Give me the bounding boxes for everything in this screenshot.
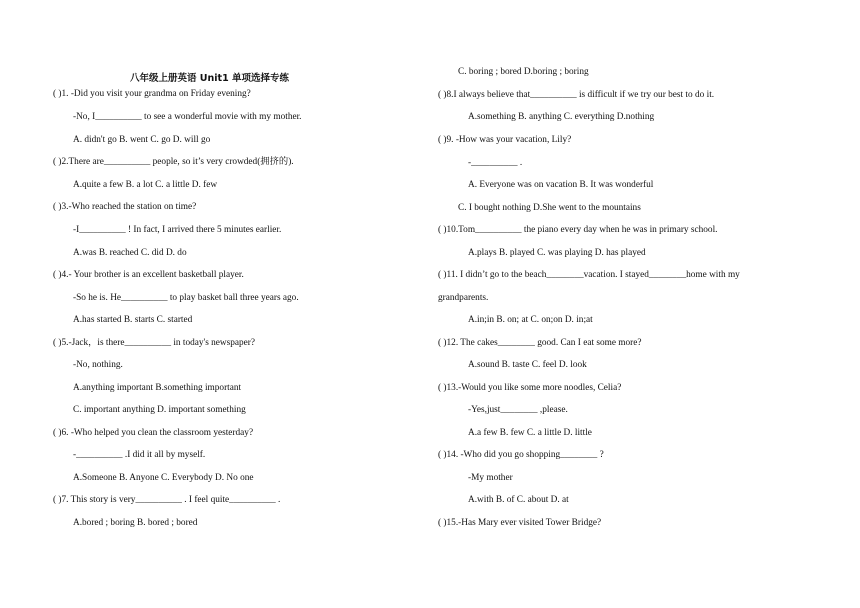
left-line-3: A. didn't go B. went C. go D. will go	[73, 135, 211, 145]
right-line-14: A.sound B. taste C. feel D. look	[468, 360, 587, 370]
right-line-19: -My mother	[468, 473, 513, 483]
left-line-6: ( )3.-Who reached the station on time?	[53, 202, 197, 212]
right-line-2: ( )8.I always believe that__________ is difficult if we try our best to do it.	[438, 90, 715, 100]
left-line-16: ( )6. -Who helped you clean the classroom yesterday?	[53, 428, 254, 438]
left-line-2: -No, I__________ to see a wonderful movie with my mother.	[73, 112, 302, 122]
left-line-19: ( )7. This story is very__________ . I feel quite__________ .	[53, 495, 281, 505]
right-line-12: A.in;in B. on; at C. on;on D. in;at	[468, 315, 593, 325]
left-line-7: -I__________ ! In fact, I arrived there 5 minutes earlier.	[73, 225, 282, 235]
right-line-13: ( )12. The cakes________ good. Can I eat some more?	[438, 338, 642, 348]
left-line-12: ( )5.-Jack，is there__________ in today's newspaper?	[53, 338, 256, 348]
left-line-4: ( )2.There are__________ people, so it’s very crowded(拥挤的).	[53, 157, 294, 167]
left-line-9: ( )4.- Your brother is an excellent basketball player.	[53, 270, 244, 280]
right-line-11: grandparents.	[438, 293, 489, 303]
right-line-5: -__________ .	[468, 158, 523, 168]
right-line-18: ( )14. -Who did you go shopping________ ?	[438, 450, 604, 460]
right-line-8: ( )10.Tom__________ the piano every day when he was in primary school.	[438, 225, 718, 235]
left-line-13: -No, nothing.	[73, 360, 123, 370]
left-line-18: A.Someone B. Anyone C. Everybody D. No one	[73, 473, 254, 483]
right-line-6: A. Everyone was on vacation B. It was wonderful	[468, 180, 654, 190]
right-line-15: ( )13.-Would you like some more noodles, Celia?	[438, 383, 622, 393]
left-line-15: C. important anything D. important something	[73, 405, 246, 415]
worksheet-title: 八年级上册英语 Unit1 单项选择专练	[130, 73, 290, 84]
left-line-20: A.bored ; boring B. bored ; bored	[73, 518, 198, 528]
right-line-1: C. boring ; bored D.boring ; boring	[458, 67, 589, 77]
right-line-20: A.with B. of C. about D. at	[468, 495, 569, 505]
left-line-17: -__________ .I did it all by myself.	[73, 450, 206, 460]
right-line-9: A.plays B. played C. was playing D. has played	[468, 248, 646, 258]
left-line-11: A.has started B. starts C. started	[73, 315, 193, 325]
right-line-3: A.something B. anything C. everything D.nothing	[468, 112, 655, 122]
right-line-17: A.a few B. few C. a little D. little	[468, 428, 592, 438]
left-line-5: A.quite a few B. a lot C. a little D. few	[73, 180, 218, 190]
left-line-8: A.was B. reached C. did D. do	[73, 248, 187, 258]
left-line-1: ( )1. -Did you visit your grandma on Friday evening?	[53, 89, 251, 99]
right-line-21: ( )15.-Has Mary ever visited Tower Bridge?	[438, 518, 602, 528]
right-line-10: ( )11. I didn’t go to the beach________vacation. I stayed________home with my	[438, 270, 740, 280]
right-line-7: C. I bought nothing D.She went to the mountains	[458, 203, 641, 213]
right-line-16: -Yes,just________ ,please.	[468, 405, 568, 415]
left-line-10: -So he is. He__________ to play basket ball three years ago.	[73, 293, 299, 303]
left-line-14: A.anything important B.something important	[73, 383, 242, 393]
right-line-4: ( )9. -How was your vacation, Lily?	[438, 135, 572, 145]
